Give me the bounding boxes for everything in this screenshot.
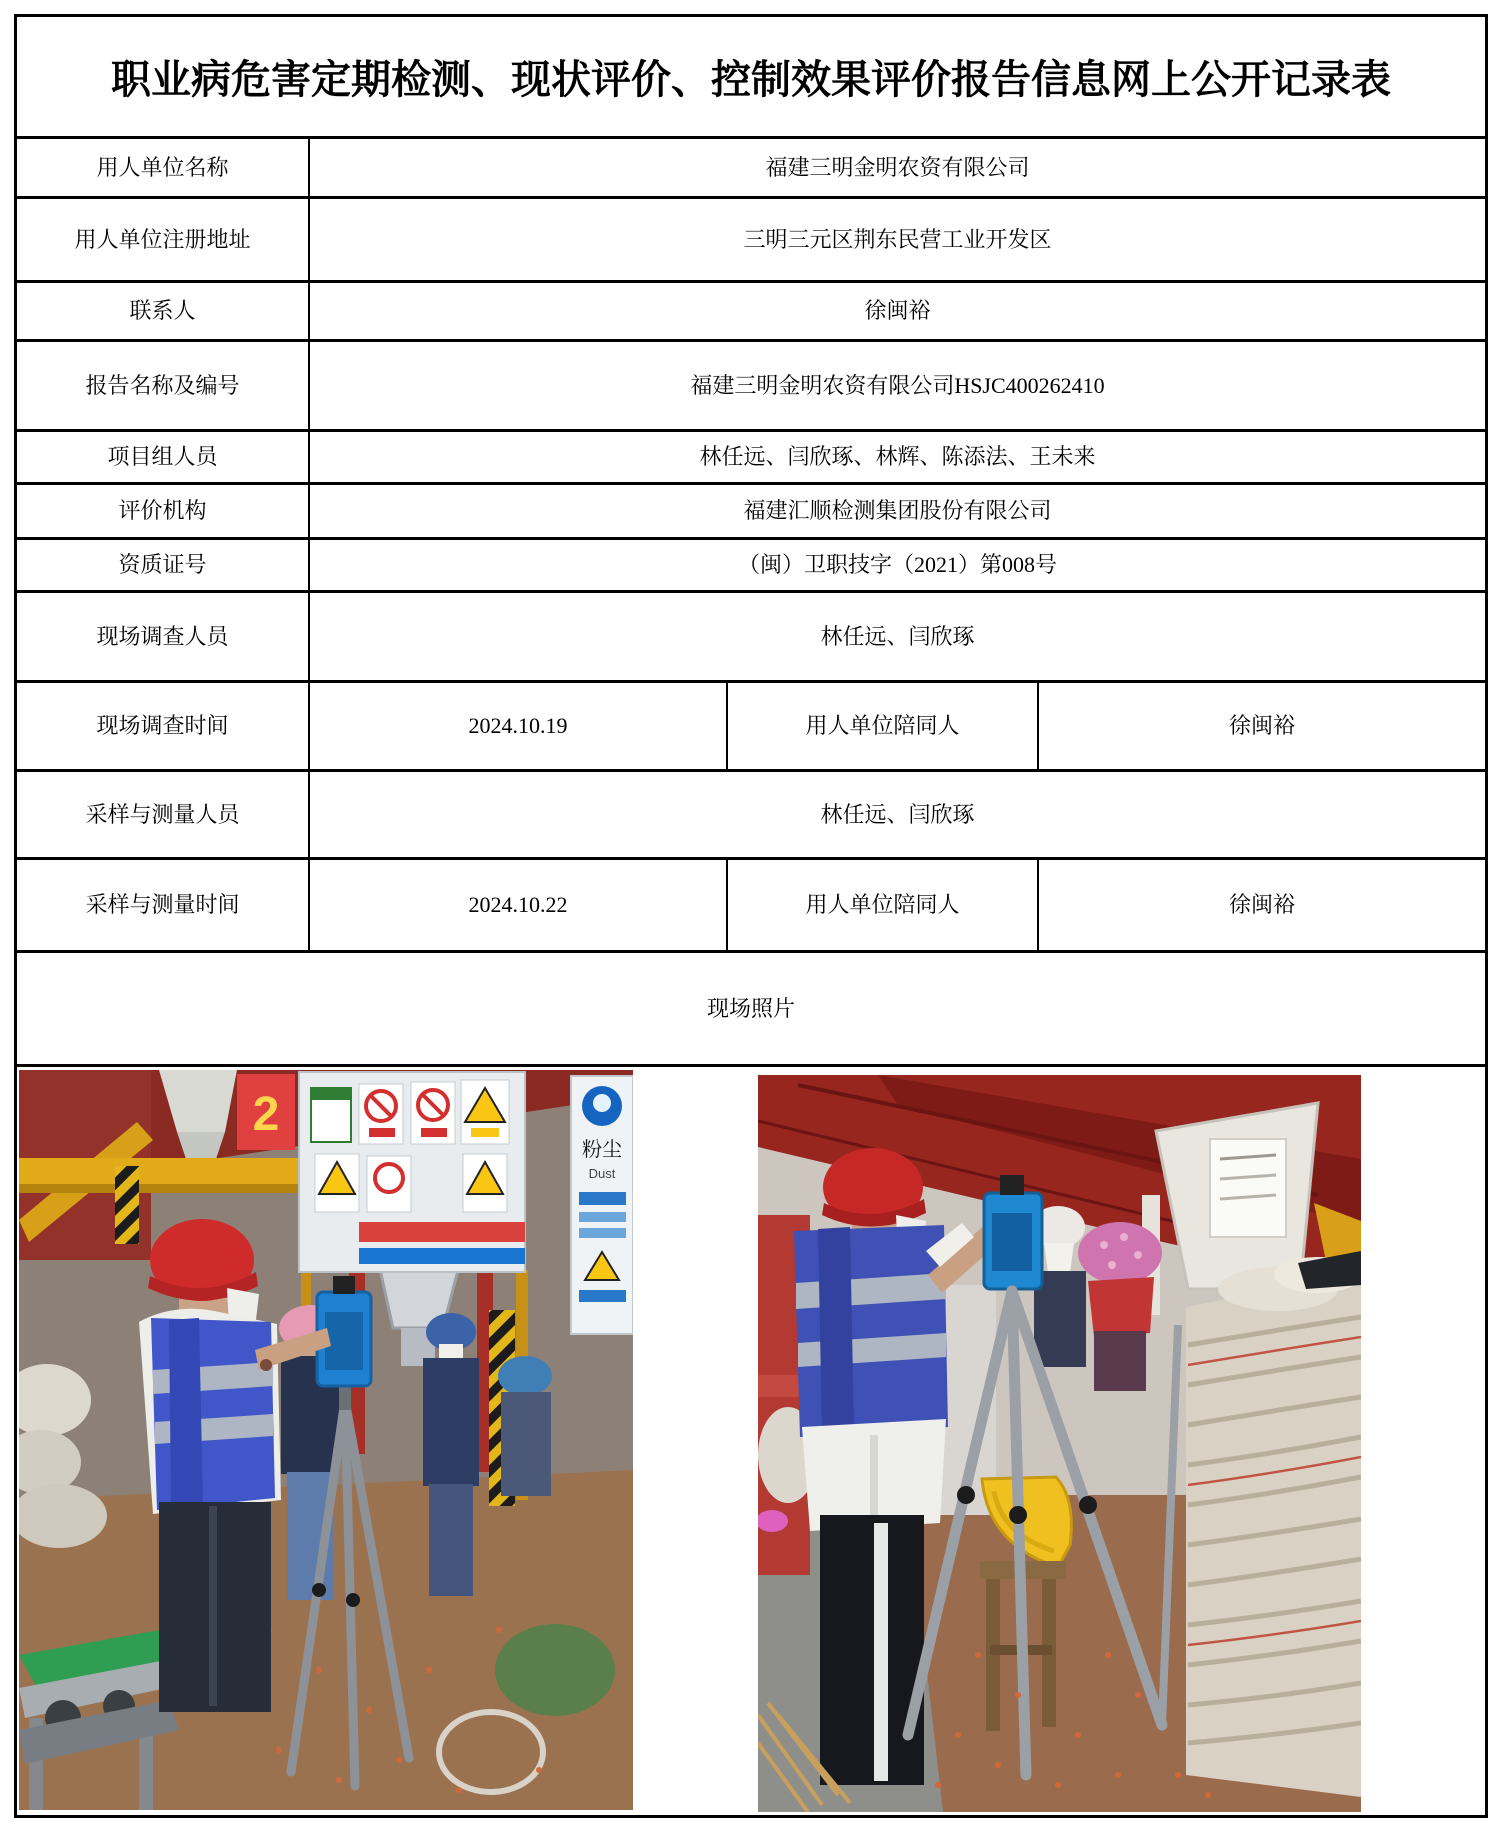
field-label-survey-staff: 现场调查人员 — [17, 593, 310, 680]
field-value-agency: 福建汇顺检测集团股份有限公司 — [743, 498, 1052, 524]
row-survey-staff — [17, 593, 1485, 683]
field-label-report: 报告名称及编号 — [17, 342, 310, 429]
row-certificate — [17, 540, 1485, 593]
worker-teal-hat — [498, 1356, 552, 1496]
row-sampling-staff — [17, 772, 1485, 860]
photos-header-label: 现场照片 — [706, 995, 795, 1021]
field-label-sampling-companion: 用人单位陪同人 — [728, 860, 1039, 950]
field-label-sampling-time: 采样与测量时间 — [17, 860, 310, 950]
field-value-survey-staff: 林任远、闫欣琢 — [820, 623, 975, 649]
row-employer-name — [17, 139, 1485, 199]
dust-instrument — [984, 1175, 1042, 1289]
row-sampling-time — [17, 860, 1485, 953]
title-row — [17, 17, 1485, 139]
page-title: 职业病危害定期检测、现状评价、控制效果评价报告信息网上公开记录表 — [111, 58, 1391, 102]
bag-stack — [1186, 1251, 1361, 1797]
field-value-sampling-date: 2024.10.22 — [310, 860, 728, 950]
field-value-employer-address: 三明三元区荆东民营工业开发区 — [743, 226, 1052, 252]
row-agency — [17, 485, 1485, 540]
row-contact — [17, 283, 1485, 342]
dust-sign-board — [571, 1076, 633, 1334]
platform-number-text: 2 — [252, 1088, 280, 1141]
dust-sign-en: Dust — [588, 1166, 616, 1181]
site-photo-right — [758, 1075, 1361, 1812]
field-value-report: 福建三明金明农资有限公司HSJC400262410 — [690, 372, 1105, 398]
field-label-contact: 联系人 — [17, 283, 310, 339]
field-value-sampling-companion: 徐闽裕 — [1228, 892, 1295, 918]
row-photos-header — [17, 953, 1485, 1067]
field-value-certificate: （闽）卫职技字（2021）第008号 — [737, 552, 1057, 578]
field-value-employer-name: 福建三明金明农资有限公司 — [765, 154, 1030, 180]
field-value-project-team: 林任远、闫欣琢、林辉、陈添法、王未来 — [699, 444, 1096, 470]
photos-row — [17, 1067, 1485, 1815]
field-label-certificate: 资质证号 — [17, 540, 310, 590]
row-employer-address — [17, 199, 1485, 283]
platform-number-sign — [237, 1074, 295, 1150]
record-table — [14, 14, 1488, 1818]
field-label-survey-companion: 用人单位陪同人 — [728, 683, 1039, 769]
field-value-survey-date: 2024.10.19 — [310, 683, 728, 769]
dust-sign-cn: 粉尘 — [582, 1139, 622, 1161]
field-value-contact: 徐闽裕 — [864, 298, 931, 324]
safety-sign-board — [299, 1072, 525, 1272]
field-label-agency: 评价机构 — [17, 485, 310, 537]
site-photo-left — [19, 1070, 633, 1810]
row-survey-time — [17, 683, 1485, 772]
row-project-team — [17, 432, 1485, 485]
row-report — [17, 342, 1485, 432]
field-label-survey-time: 现场调查时间 — [17, 683, 310, 769]
field-label-sampling-staff: 采样与测量人员 — [17, 772, 310, 857]
field-label-employer-name: 用人单位名称 — [17, 139, 310, 196]
green-tarp — [495, 1624, 615, 1716]
field-value-sampling-staff: 林任远、闫欣琢 — [820, 801, 975, 827]
field-label-employer-address: 用人单位注册地址 — [17, 199, 310, 280]
field-value-survey-companion: 徐闽裕 — [1228, 713, 1295, 739]
field-label-project-team: 项目组人员 — [17, 432, 310, 482]
